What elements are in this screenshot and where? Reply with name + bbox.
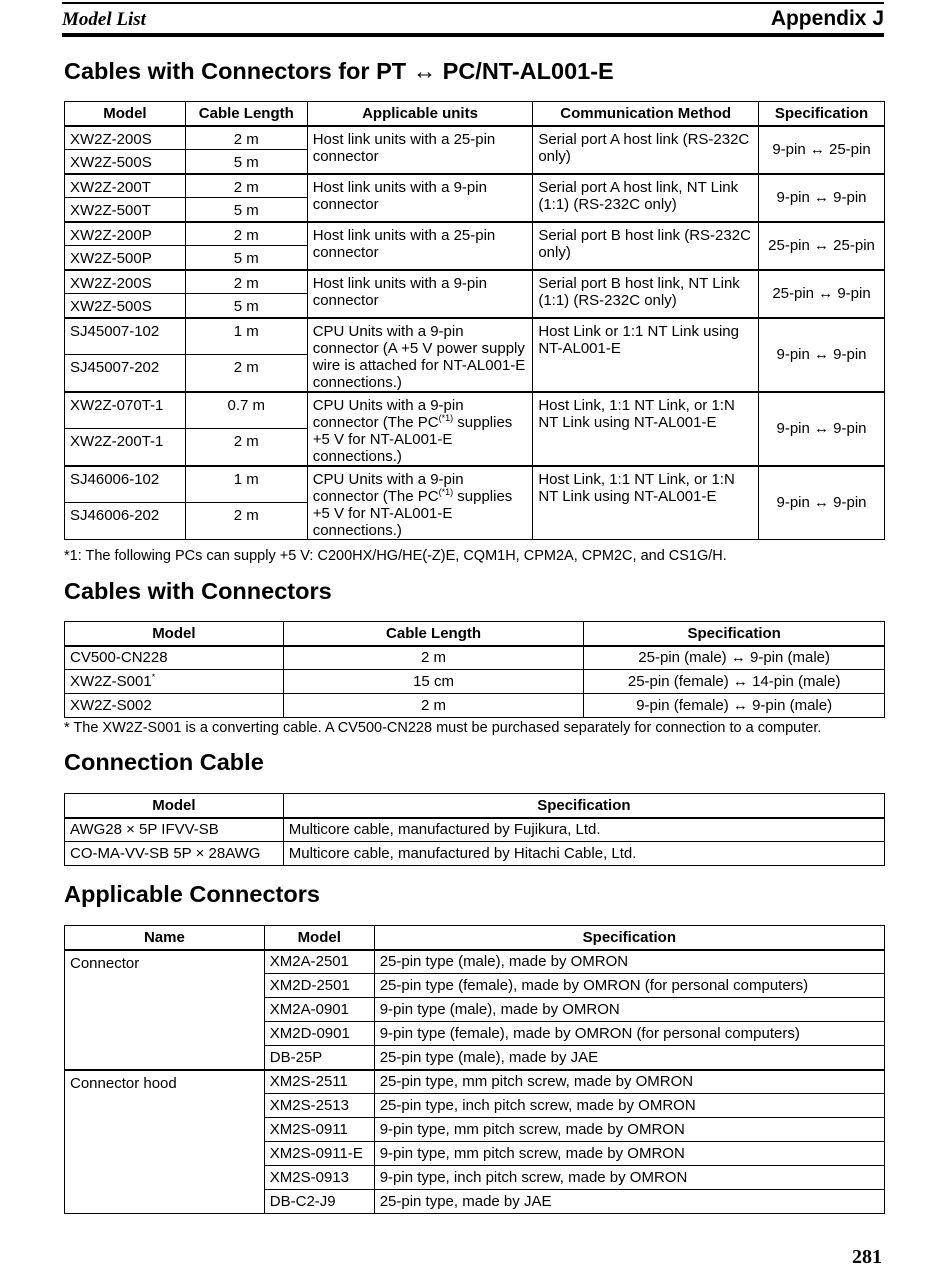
model-cell: XW2Z-200P	[65, 222, 186, 246]
col-header-specification: Specification	[283, 794, 884, 818]
length-cell: 5 m	[185, 246, 307, 270]
units-text-cont: supplies +5 V for NT-AL001-E connections.)	[312, 487, 513, 539]
col-header-model: Model	[65, 794, 284, 818]
length-cell: 0.7 m	[185, 392, 307, 429]
model-cell: AWG28 × 5P IFVV-SB	[65, 818, 284, 842]
model-cell: XW2Z-200T-1	[65, 429, 186, 466]
header-top-rule	[62, 2, 884, 4]
length-cell: 2 m	[185, 174, 307, 198]
table-header-row	[65, 102, 885, 126]
model-cell: XW2Z-500P	[65, 246, 186, 270]
model-cell: SJ45007-102	[65, 318, 186, 355]
spec-cell: 9-pin ↔ 9-pin	[759, 392, 885, 466]
length-cell: 2 m	[185, 503, 307, 540]
length-cell: 5 m	[185, 294, 307, 318]
method-cell: Host Link, 1:1 NT Link, or 1:N NT Link using NT-AL001-E	[533, 392, 759, 466]
col-header-specification: Specification	[584, 622, 885, 646]
length-cell: 15 cm	[283, 670, 584, 694]
spec-cell: 9-pin type (female), made by OMRON (for personal computers)	[374, 1022, 884, 1046]
spec-cell: 25-pin ↔ 25-pin	[759, 222, 885, 270]
connection-cable-table	[64, 793, 885, 866]
model-cell: SJ46006-102	[65, 466, 186, 503]
table-row	[65, 174, 885, 198]
model-cell: XM2S-0911-E	[264, 1142, 374, 1166]
table-row	[65, 842, 885, 866]
table-row	[65, 466, 885, 503]
header-section-title: Model List	[62, 9, 146, 30]
spec-cell: 25-pin (male) ↔ 9-pin (male)	[584, 646, 885, 670]
section-title-connection-cable: Connection Cable	[64, 749, 264, 775]
col-header-cable-length: Cable Length	[283, 622, 584, 646]
spec-cell: 25-pin type (male), made by OMRON	[374, 950, 884, 974]
footnote-converting-cable: * The XW2Z-S001 is a converting cable. A CV500-CN228 must be purchased separately for connection to a computer.	[64, 720, 822, 736]
model-cell	[65, 694, 284, 718]
name-cell: Connector	[65, 950, 265, 1070]
model-cell: XW2Z-200S	[65, 126, 186, 150]
model-text: CV500-CN228	[70, 649, 168, 667]
spec-cell: 9-pin type, mm pitch screw, made by OMRON	[374, 1118, 884, 1142]
model-cell: XM2S-0911	[264, 1118, 374, 1142]
spec-cell: 25-pin type, inch pitch screw, made by OMRON	[374, 1094, 884, 1118]
footnote-marker: *	[151, 672, 156, 682]
table-row	[65, 318, 885, 355]
length-cell: 5 m	[185, 150, 307, 174]
spec-cell: 9-pin type, mm pitch screw, made by OMRON	[374, 1142, 884, 1166]
spec-cell: Multicore cable, manufactured by Fujikura, Ltd.	[283, 818, 884, 842]
spec-cell: Multicore cable, manufactured by Hitachi Cable, Ltd.	[283, 842, 884, 866]
model-text: XW2Z-S001	[70, 673, 152, 690]
model-cell: XW2Z-200T	[65, 174, 186, 198]
model-cell	[65, 646, 284, 670]
model-cell: XM2D-0901	[264, 1022, 374, 1046]
table-row	[65, 670, 885, 694]
col-header-cable-length: Cable Length	[185, 102, 307, 126]
cables-table	[64, 621, 885, 718]
header-appendix-title: Appendix J	[770, 7, 884, 30]
length-cell: 5 m	[185, 198, 307, 222]
spec-cell: 9-pin ↔ 9-pin	[759, 466, 885, 540]
units-text-cont: supplies +5 V for NT-AL001-E connections.)	[312, 413, 513, 465]
spec-cell: 9-pin type, inch pitch screw, made by OMRON	[374, 1166, 884, 1190]
model-cell: DB-C2-J9	[264, 1190, 374, 1214]
spec-cell: 9-pin (female) ↔ 9-pin (male)	[584, 694, 885, 718]
units-cell	[307, 466, 533, 540]
section-title-applicable-connectors: Applicable Connectors	[64, 881, 320, 907]
page-header	[62, 0, 884, 38]
spec-cell: 25-pin type (female), made by OMRON (for personal computers)	[374, 974, 884, 998]
method-cell: Serial port B host link, NT Link (1:1) (RS-232C only)	[533, 270, 759, 318]
table-header-row	[65, 926, 885, 950]
table-header-row	[65, 794, 885, 818]
model-cell: XM2A-0901	[264, 998, 374, 1022]
col-header-model: Model	[264, 926, 374, 950]
table-row	[65, 694, 885, 718]
footnote-marker: (*1)	[438, 486, 454, 497]
pt-cables-table	[64, 101, 885, 540]
length-cell: 2 m	[185, 429, 307, 466]
model-cell: XW2Z-070T-1	[65, 392, 186, 429]
section-title-cables: Cables with Connectors	[64, 578, 332, 604]
model-cell: XM2A-2501	[264, 950, 374, 974]
col-header-specification: Specification	[759, 102, 885, 126]
method-cell: Serial port B host link (RS-232C only)	[533, 222, 759, 270]
spec-cell: 25-pin type, mm pitch screw, made by OMRON	[374, 1070, 884, 1094]
table-row	[65, 270, 885, 294]
length-cell: 2 m	[283, 694, 584, 718]
length-cell: 2 m	[185, 355, 307, 392]
section-title-pt-cables: Cables with Connectors for PT ↔ PC/NT-AL001-E	[64, 58, 614, 84]
length-cell: 2 m	[283, 646, 584, 670]
table-row	[65, 646, 885, 670]
model-cell: XM2S-0913	[264, 1166, 374, 1190]
units-cell	[307, 392, 533, 466]
method-cell: Host Link or 1:1 NT Link using NT-AL001-E	[533, 318, 759, 392]
spec-cell: 9-pin type (male), made by OMRON	[374, 998, 884, 1022]
units-cell: Host link units with a 25-pin connector	[307, 222, 533, 270]
model-cell: XW2Z-500T	[65, 198, 186, 222]
model-cell: CO-MA-VV-SB 5P × 28AWG	[65, 842, 284, 866]
header-bottom-rule	[62, 33, 884, 37]
table-row	[65, 222, 885, 246]
model-cell: DB-25P	[264, 1046, 374, 1070]
method-cell: Serial port A host link, NT Link (1:1) (RS-232C only)	[533, 174, 759, 222]
footnote-marker: (*1)	[438, 412, 454, 423]
model-cell: SJ45007-202	[65, 355, 186, 392]
model-text: XW2Z-S002	[70, 697, 152, 714]
col-header-model: Model	[65, 102, 186, 126]
table-row	[65, 126, 885, 150]
col-header-specification: Specification	[374, 926, 884, 950]
col-header-model: Model	[65, 622, 284, 646]
footnote-pc-supply: *1: The following PCs can supply +5 V: C200HX/HG/HE(-Z)E, CQM1H, CPM2A, CPM2C, and CS1G/H.	[64, 548, 727, 564]
table-row	[65, 818, 885, 842]
spec-cell: 25-pin (female) ↔ 14-pin (male)	[584, 670, 885, 694]
model-cell: SJ46006-202	[65, 503, 186, 540]
units-text: CPU Units with a 9-pin connector (The PC	[312, 396, 464, 431]
model-cell: XM2D-2501	[264, 974, 374, 998]
units-cell: CPU Units with a 9-pin connector (A +5 V power supply wire is attached for NT-AL001-E connections.)	[307, 318, 533, 392]
method-cell: Serial port A host link (RS-232C only)	[533, 126, 759, 174]
name-cell: Connector hood	[65, 1070, 265, 1214]
length-cell: 2 m	[185, 270, 307, 294]
model-cell: XM2S-2511	[264, 1070, 374, 1094]
page-number: 281	[852, 1246, 882, 1268]
col-header-communication-method: Communication Method	[533, 102, 759, 126]
length-cell: 1 m	[185, 318, 307, 355]
spec-cell: 25-pin type, made by JAE	[374, 1190, 884, 1214]
units-cell: Host link units with a 25-pin connector	[307, 126, 533, 174]
model-cell: XW2Z-200S	[65, 270, 186, 294]
col-header-applicable-units: Applicable units	[307, 102, 533, 126]
model-cell: XW2Z-500S	[65, 294, 186, 318]
units-cell: Host link units with a 9-pin connector	[307, 270, 533, 318]
units-text: CPU Units with a 9-pin connector (The PC	[312, 470, 464, 505]
method-cell: Host Link, 1:1 NT Link, or 1:N NT Link using NT-AL001-E	[533, 466, 759, 540]
col-header-name: Name	[65, 926, 265, 950]
units-cell: Host link units with a 9-pin connector	[307, 174, 533, 222]
model-cell: XW2Z-500S	[65, 150, 186, 174]
applicable-connectors-table	[64, 925, 885, 1214]
table-row	[65, 1070, 885, 1094]
table-header-row	[65, 622, 885, 646]
table-row	[65, 392, 885, 429]
spec-cell: 25-pin ↔ 9-pin	[759, 270, 885, 318]
model-cell: XM2S-2513	[264, 1094, 374, 1118]
length-cell: 1 m	[185, 466, 307, 503]
spec-cell: 25-pin type (male), made by JAE	[374, 1046, 884, 1070]
length-cell: 2 m	[185, 126, 307, 150]
length-cell: 2 m	[185, 222, 307, 246]
model-cell	[65, 670, 284, 694]
spec-cell: 9-pin ↔ 9-pin	[759, 318, 885, 392]
table-row	[65, 950, 885, 974]
spec-cell: 9-pin ↔ 9-pin	[759, 174, 885, 222]
spec-cell: 9-pin ↔ 25-pin	[759, 126, 885, 174]
